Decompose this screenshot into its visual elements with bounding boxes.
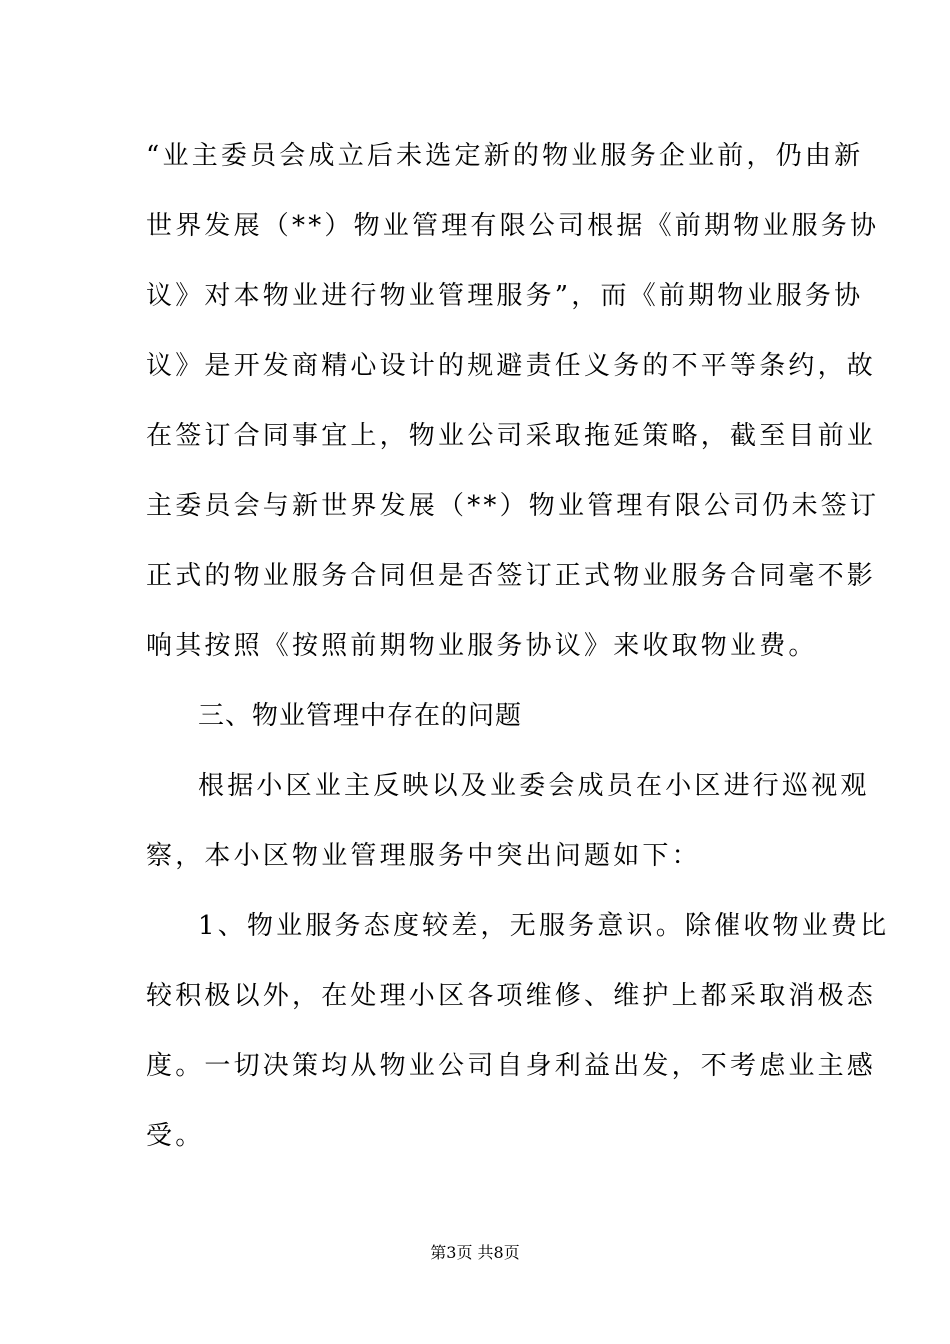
paragraph-3-line-3: 度。一切决策均从物业公司自身利益出发，不考虑业主感 [146,1051,877,1081]
paragraph-1-line-4: 议》是开发商精心设计的规避责任义务的不平等条约，故 [146,351,877,381]
paragraph-1-line-7: 正式的物业服务合同但是否签订正式物业服务合同毫不影 [146,561,877,591]
paragraph-3-line-1: 1、物业服务态度较差，无服务意识。除催收物业费比 [198,911,890,941]
paragraph-1-line-3: 议》对本物业进行物业管理服务”，而《前期物业服务协 [146,281,864,311]
paragraph-1-line-5: 在签订合同事宜上，物业公司采取拖延策略，截至目前业 [146,421,877,451]
paragraph-1-line-2: 世界发展（**）物业管理有限公司根据《前期物业服务协 [146,211,880,241]
paragraph-2-line-2: 察，本小区物业管理服务中突出问题如下： [146,841,701,871]
paragraph-1-line-6: 主委员会与新世界发展（**）物业管理有限公司仍未签订 [146,491,880,521]
paragraph-1-line-1: “业主委员会成立后未选定新的物业服务企业前，仍由新 [146,141,864,171]
page-number-footer: 第3页 共8页 [430,1243,520,1262]
section-heading: 三、物业管理中存在的问题 [198,701,523,731]
paragraph-3-line-2: 较积极以外，在处理小区各项维修、维护上都采取消极态 [146,981,877,1011]
paragraph-3-line-4: 受。 [146,1121,205,1151]
paragraph-1-line-8: 响其按照《按照前期物业服务协议》来收取物业费。 [146,631,818,661]
paragraph-2-line-1: 根据小区业主反映以及业委会成员在小区进行巡视观 [198,771,870,801]
